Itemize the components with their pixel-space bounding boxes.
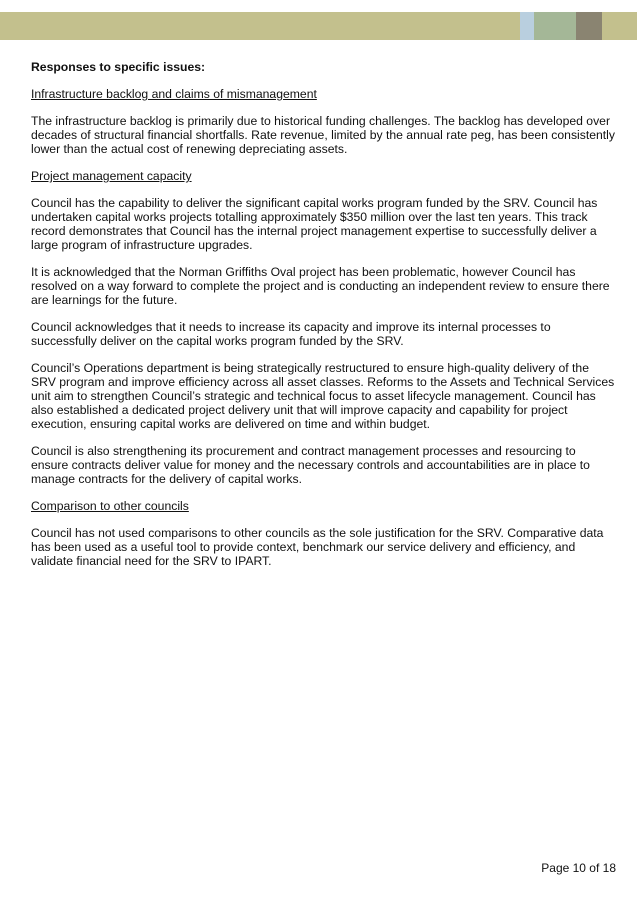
section-subheading-infrastructure: Infrastructure backlog and claims of mismanagement	[31, 87, 317, 101]
header-band-accent-green	[534, 12, 576, 40]
paragraph: Council has not used comparisons to other councils as the sole justification for the SRV. Comparative data has been used as a useful tool to provide context, benchmark our service delivery and efficiency, and validate financial need for the SRV to IPART.	[31, 526, 604, 568]
document-heading: Responses to specific issues:	[31, 60, 206, 74]
paragraph: The infrastructure backlog is primarily due to historical funding challenges. The backlog has developed over decades of structural financial shortfalls. Rate revenue, limited by the annual rate peg, has been consistently lower than the actual cost of renewing depreciating assets.	[31, 114, 615, 156]
paragraph: Council acknowledges that it needs to increase its capacity and improve its internal processes to successfully deliver on the capital works program funded by the SRV.	[31, 320, 551, 348]
paragraph: Council’s Operations department is being strategically restructured to ensure high-quality delivery of the SRV program and improve efficiency across all asset classes. Reforms to the Assets and Technical Services unit aim to strengthen Council’s strategic and technical focus to asset lifecycle management. Council has also established a dedicated project delivery unit that will improve capacity and capability for project execution, ensuring capital works are delivered on time and within budget.	[31, 361, 615, 431]
document-body	[31, 60, 616, 581]
header-band-main	[0, 12, 520, 40]
header-band-end	[602, 12, 637, 40]
page-number: Page 10 of 18	[541, 861, 616, 875]
section-subheading-comparison: Comparison to other councils	[31, 499, 189, 513]
paragraph: Council is also strengthening its procurement and contract management processes and resourcing to ensure contracts deliver value for money and the necessary controls and accountabilities are in place to manage contracts for the delivery of capital works.	[31, 444, 590, 486]
header-band	[0, 12, 637, 40]
paragraph: It is acknowledged that the Norman Griffiths Oval project has been problematic, however Council has resolved on a way forward to complete the project and is conducting an independent review to ensure there are learnings for the future.	[31, 265, 610, 307]
section-subheading-project-management: Project management capacity	[31, 169, 192, 183]
header-band-accent-blue	[520, 12, 534, 40]
header-band-accent-brown	[576, 12, 602, 40]
paragraph: Council has the capability to deliver the significant capital works program funded by the SRV. Council has undertaken capital works projects totalling approximately $350 million over the last ten years. This track record demonstrates that Council has the internal project management expertise to successfully deliver a large program of infrastructure upgrades.	[31, 196, 598, 252]
